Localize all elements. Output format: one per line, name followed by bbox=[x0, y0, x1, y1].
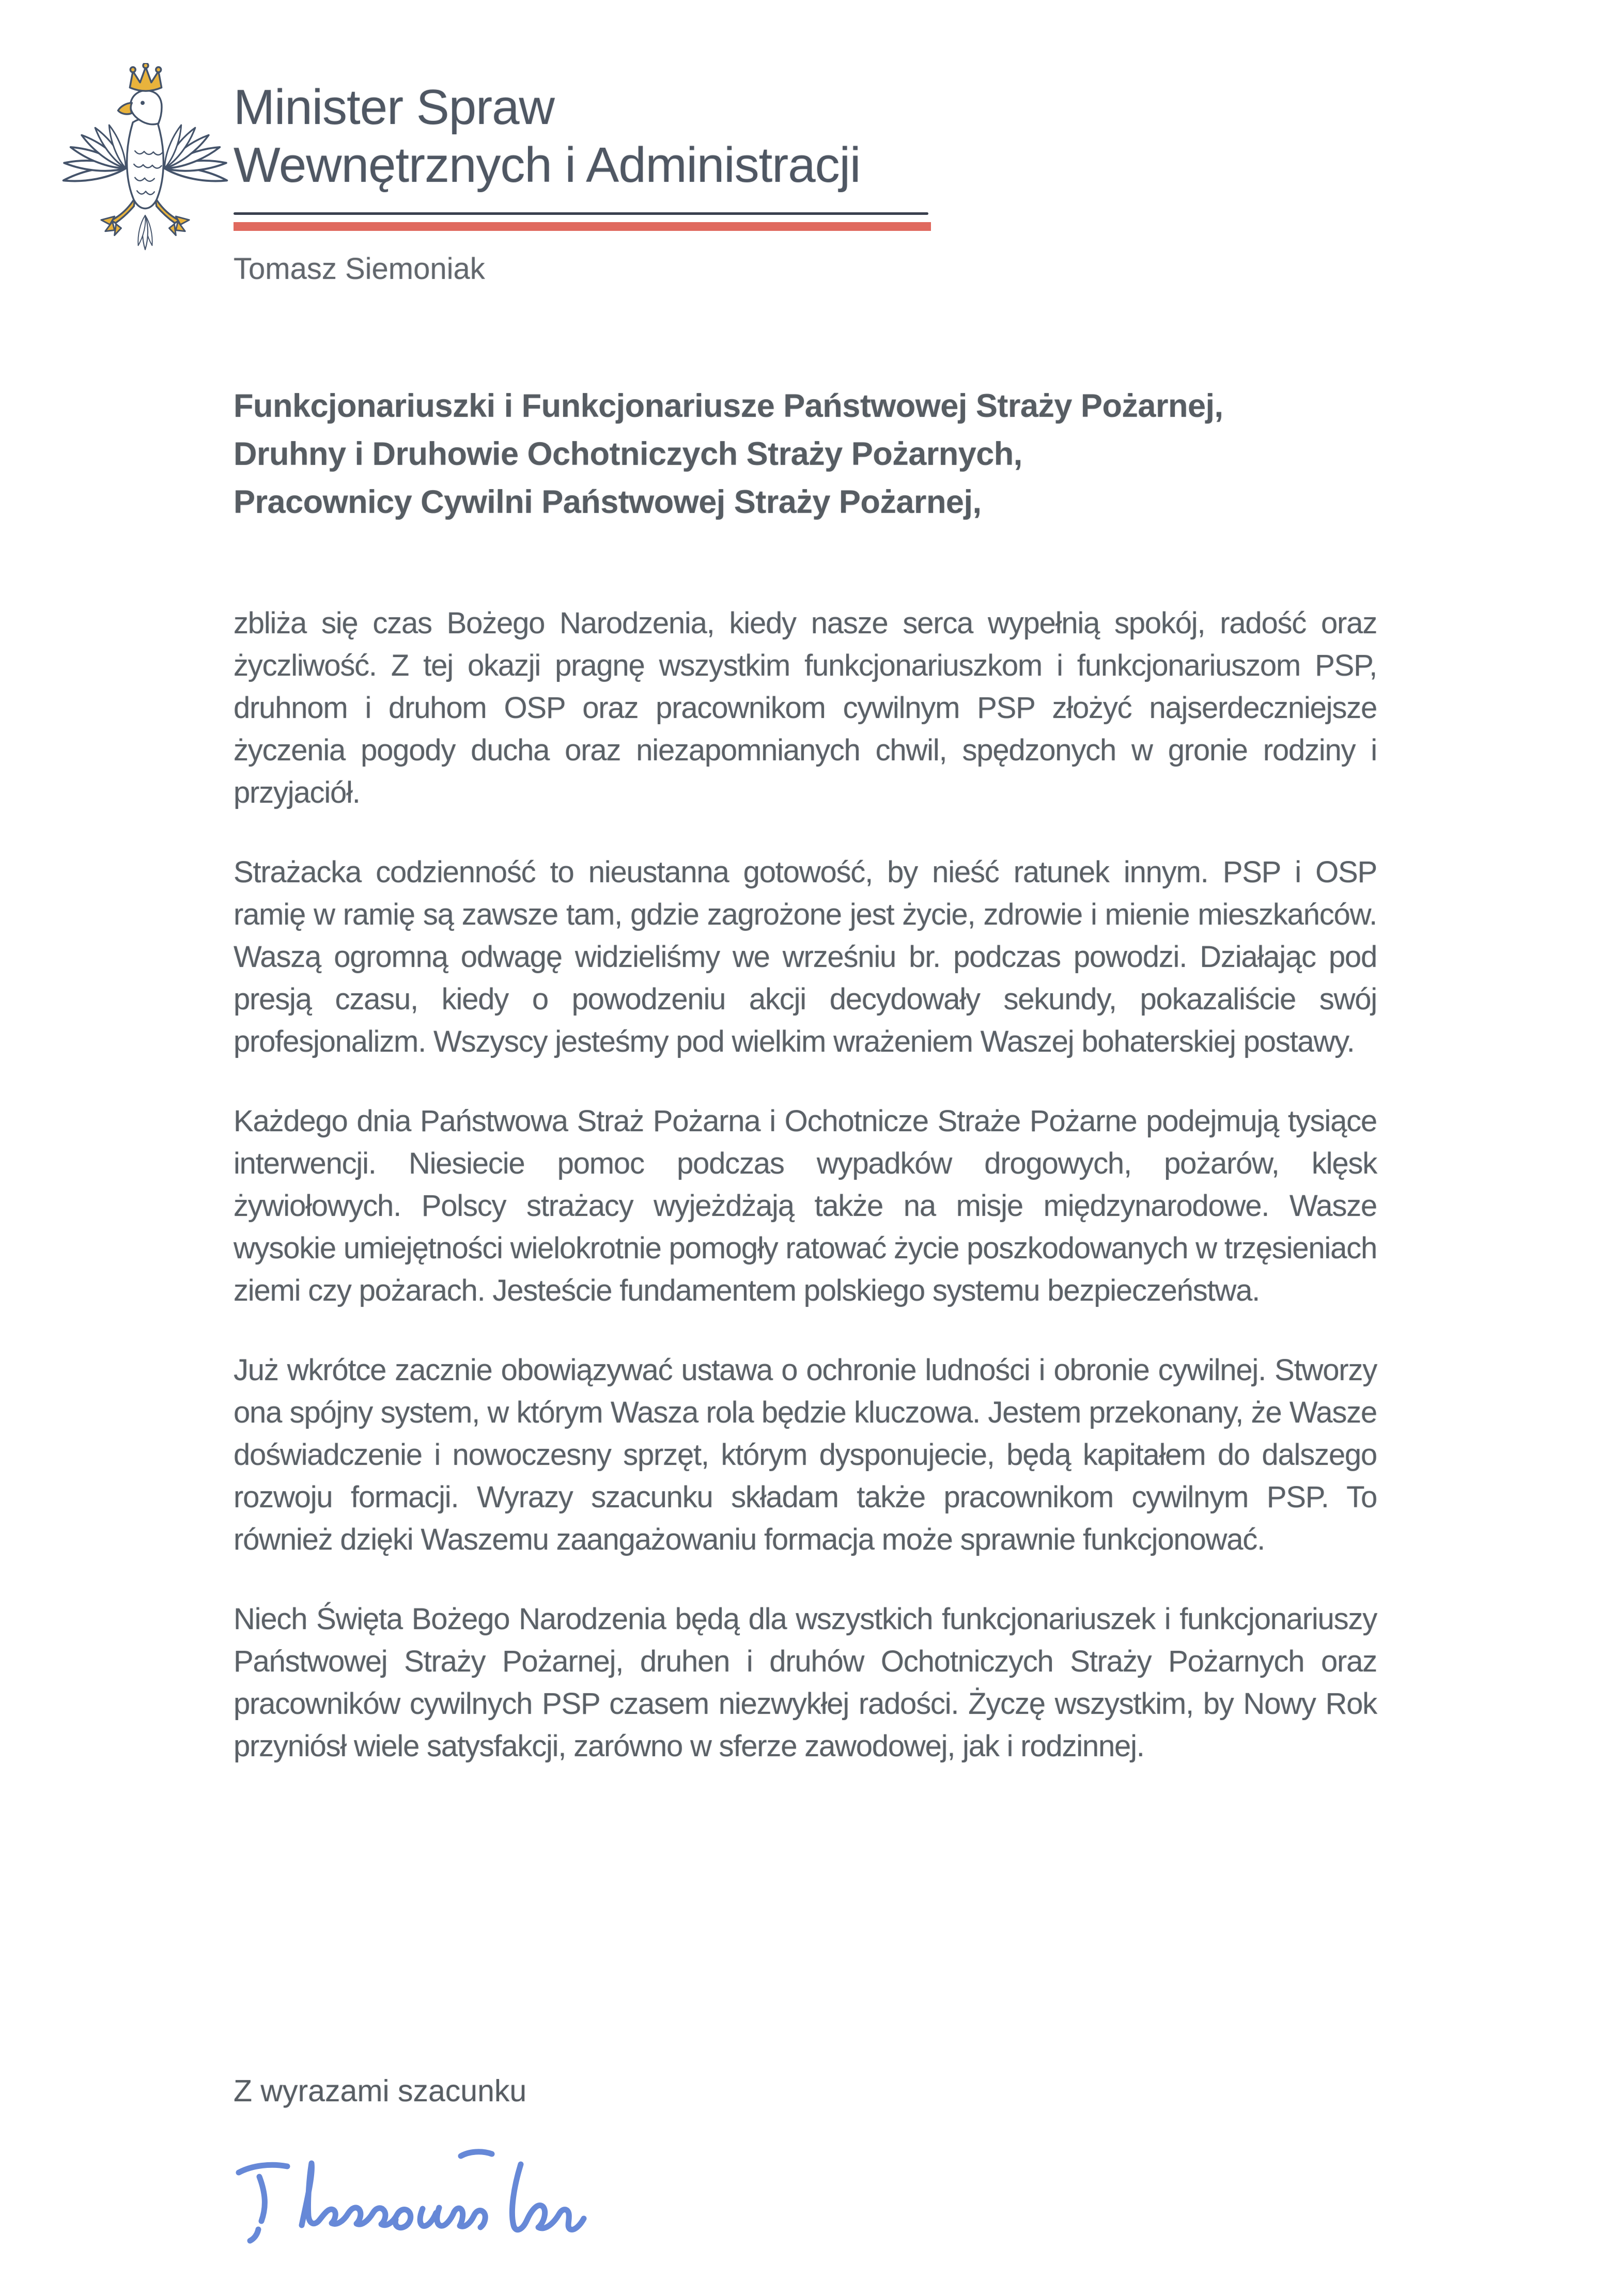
signature-text bbox=[0, 0, 1, 1]
coat-of-arms-icon bbox=[58, 63, 232, 262]
eagle-left-wing bbox=[63, 124, 129, 185]
signature-word-end bbox=[420, 2208, 485, 2227]
ministry-title-line2: Wewnętrznych i Administracji bbox=[234, 137, 861, 193]
signature-flourish bbox=[512, 2164, 584, 2230]
paragraph-3: Każdego dnia Państwowa Straż Pożarna i Ochotnicze Straże Pożarne podejmują tysiące interwencji. Niesiecie pomoc podczas wypadków drogowych, pożarów, klęsk żywiołowych. Polscy strażacy wyjeżdżają także na misje międzynarodowe. Wasze wysokie umiejętności wielokrotnie pomogły ratować życie poszkodowanych w trzęsieniach ziemi czy pożarach. Jesteście fundamentem polskiego systemu bezpieczeństwa. bbox=[234, 1104, 1377, 1307]
paragraph-4: Już wkrótce zacznie obowiązywać ustawa o ochronie ludności i obronie cywilnej. Stworzy ona spójny system, w którym Wasza rola będzie kluczowa. Jestem przekonany, że Wasze doświadczenie i nowoczesny sprzęt, którym dysponujecie, będą kapitałem do dalszego rozwoju formacji. Wyrazy szacunku składam także pracownikom cywilnym PSP. To również dzięki Waszemu zaangażowaniu formacja może sprawnie funkcjonować. bbox=[234, 1353, 1377, 1556]
salutation-line: Funkcjonariuszki i Funkcjonariusze Państwowej Straży Pożarnej, bbox=[234, 388, 1223, 424]
ministry-title-line1: Minister Spraw bbox=[234, 80, 554, 135]
signature-t-stem bbox=[259, 2177, 265, 2221]
letter-paragraphs bbox=[234, 602, 1377, 1768]
divider-red-band bbox=[234, 222, 931, 231]
ministry-title bbox=[234, 79, 860, 194]
salutation bbox=[234, 382, 1401, 526]
salutation-line: Druhny i Druhowie Ochotniczych Straży Pożarnych, bbox=[234, 436, 1022, 472]
eagle-tail bbox=[136, 215, 154, 249]
paragraph-1: zbliża się czas Bożego Narodzenia, kiedy nasze serca wypełnią spokój, radość oraz życzliwość. Z tej okazji pragnę wszystkim funkcjonariuszkom i funkcjonariuszom PSP, druhnom i druhom OSP oraz pracownikom cywilnym PSP złożyć najserdeczniejsze życzenia pogody ducha oraz niezapomnianych chwil, spędzonych w gronie rodziny i przyjaciół. bbox=[234, 606, 1377, 809]
signature-t-bar bbox=[239, 2165, 287, 2173]
handwritten-signature bbox=[230, 2143, 633, 2261]
closing-formula: Z wyrazami szacunku bbox=[234, 2074, 527, 2108]
signature-accent bbox=[461, 2152, 492, 2156]
signature-word bbox=[302, 2163, 411, 2228]
signature-comma bbox=[250, 2229, 258, 2241]
paragraph-5: Niech Święta Bożego Narodzenia będą dla wszystkich funkcjonariuszek i funkcjonariuszy Państwowej Straży Pożarnej, druhen i druhów Ochotniczych Straży Pożarnych oraz pracowników cywilnych PSP czasem niezwykłej radości. Życzę wszystkim, by Nowy Rok przyniósł wiele satysfakcji, zarówno w sferze zawodowej, jak i rodzinnej. bbox=[234, 1602, 1377, 1763]
eagle-right-wing bbox=[161, 124, 228, 185]
salutation-line: Pracownicy Cywilni Państwowej Straży Pożarnej, bbox=[234, 484, 982, 520]
divider-line bbox=[234, 212, 928, 215]
minister-name: Tomasz Siemoniak bbox=[234, 252, 485, 286]
paragraph-2: Strażacka codzienność to nieustanna gotowość, by nieść ratunek innym. PSP i OSP ramię w ramię są zawsze tam, gdzie zagrożone jest życie, zdrowie i mienie mieszkańców. Waszą ogromną odwagę widzieliśmy we wrześniu br. podczas powodzi. Działając pod presją czasu, kiedy o powodzeniu akcji decydowały sekundy, pokazaliście swój profesjonalizm. Wszyscy jesteśmy pod wielkim wrażeniem Waszej bohaterskiej postawy. bbox=[234, 855, 1377, 1058]
